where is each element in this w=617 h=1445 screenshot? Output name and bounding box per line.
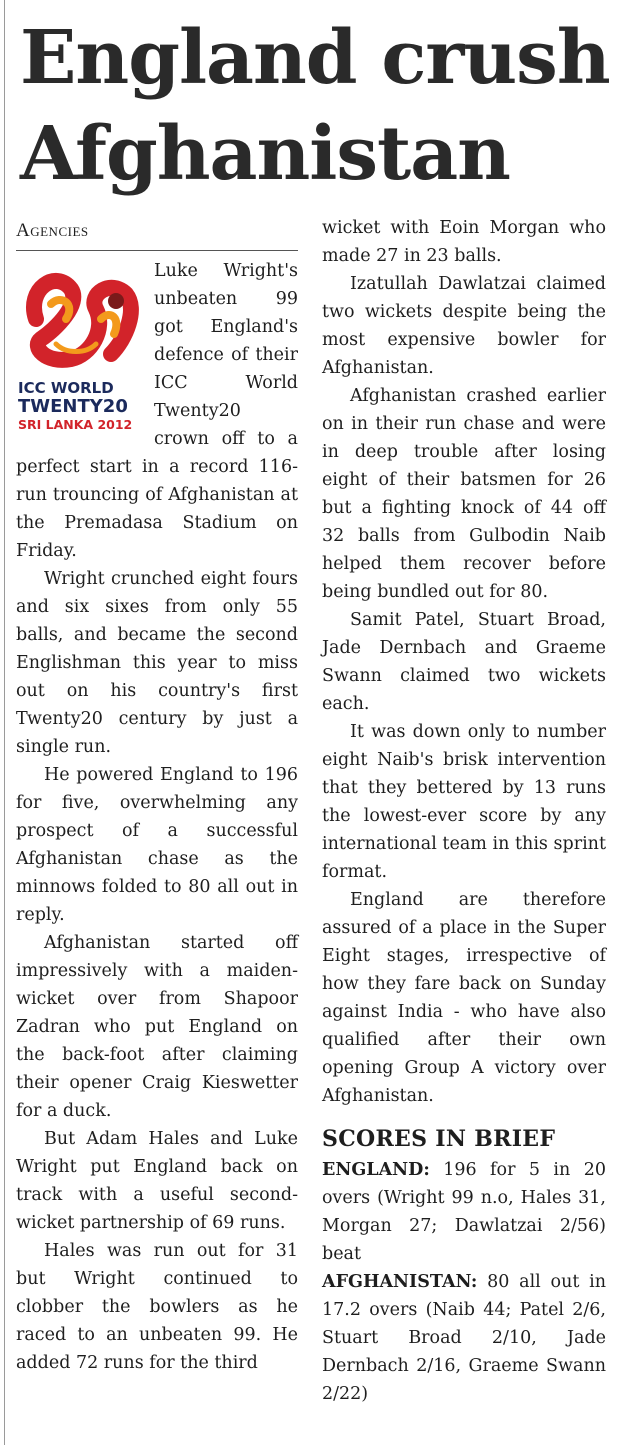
t20-swirl-icon — [16, 259, 146, 379]
article-paragraph: He powered England to 196 for five, overwhelming any prospect of a successful Afghanistan chase as the minnows folded to 80 all out in reply. — [16, 765, 298, 925]
headline — [20, 10, 610, 202]
scores-england — [322, 1156, 606, 1268]
byline-text: Agencies — [16, 220, 89, 241]
headline-line-2: Afghanistan — [20, 111, 510, 197]
logo-line-3: SRI LANKA 2012 — [18, 417, 133, 432]
scores-team-2-text: 80 all out in 17.2 overs (Naib 44; Patel 2/6, Stuart Broad 2/10, Jade Dernbach 2/16, Graeme Swann 2/22) — [322, 1272, 606, 1404]
article-paragraph: It was down only to number eight Naib's brisk intervention that they bettered by 13 runs the lowest-ever score by any international team in this sprint format. — [322, 722, 606, 882]
scores-afghanistan — [322, 1268, 606, 1408]
article-paragraph: Luke Wright's unbeaten 99 got England's defence of their ICC World Twenty20 crown off to a perfect start in a record 116-run trouncing of Afghanistan at the Premadasa Stadium on Friday. — [16, 261, 298, 561]
article-paragraph: Izatullah Dawlatzai claimed two wickets despite being the most expensive bowler for Afghanistan. — [322, 274, 606, 378]
article-paragraph: Afghanistan started off impressively with a maiden-wicket over from Shapoor Zadran who put England on the back-foot after claiming their opener Craig Kieswetter for a duck. — [16, 933, 298, 1121]
scores-team-2-label: AFGHANISTAN: — [322, 1272, 478, 1292]
icc-world-twenty20-logo-icon — [16, 259, 146, 439]
article-paragraph: But Adam Hales and Luke Wright put England back on track with a useful second-wicket partnership of 69 runs. — [16, 1129, 298, 1233]
scores-team-1-label: ENGLAND: — [322, 1160, 430, 1180]
scores-team-1-text: 196 for 5 in 20 overs (Wright 99 n.o, Hales 31, Morgan 27; Dawlatzai 2/56) beat — [322, 1160, 606, 1264]
logo-line-2: TWENTY20 — [18, 396, 128, 417]
left-column-rule — [4, 0, 5, 1445]
article-paragraph: Samit Patel, Stuart Broad, Jade Dernbach and Graeme Swann claimed two wickets each. — [322, 610, 606, 714]
column-left — [16, 216, 298, 1377]
column-right — [322, 214, 606, 1408]
byline — [16, 216, 298, 251]
logo-line-1: ICC WORLD — [18, 379, 114, 397]
article-paragraph: Wright crunched eight fours and six sixes from only 55 balls, and became the second Englishman this year to miss out on his country's first Twenty20 century by just a single run. — [16, 569, 298, 757]
headline-line-1: England crush — [20, 15, 610, 101]
article-paragraph: Hales was run out for 31 but Wright continued to clobber the bowlers as he raced to an unbeaten 99. He added 72 runs for the third — [16, 1241, 298, 1373]
scores-heading: SCORES IN BRIEF — [322, 1126, 556, 1152]
article-paragraph: Afghanistan crashed earlier on in their run chase and were in deep trouble after losing eight of their batsmen for 26 but a fighting knock of 44 off 32 balls from Gulbodin Naib helped them recover before being bundled out for 80. — [322, 386, 606, 602]
article-paragraph: England are therefore assured of a place in the Super Eight stages, irrespective of how they fare back on Sunday against India - who have also qualified after their own opening Group A victory over Afghanistan. — [322, 890, 606, 1106]
article-paragraph: wicket with Eoin Morgan who made 27 in 23 balls. — [322, 218, 606, 266]
